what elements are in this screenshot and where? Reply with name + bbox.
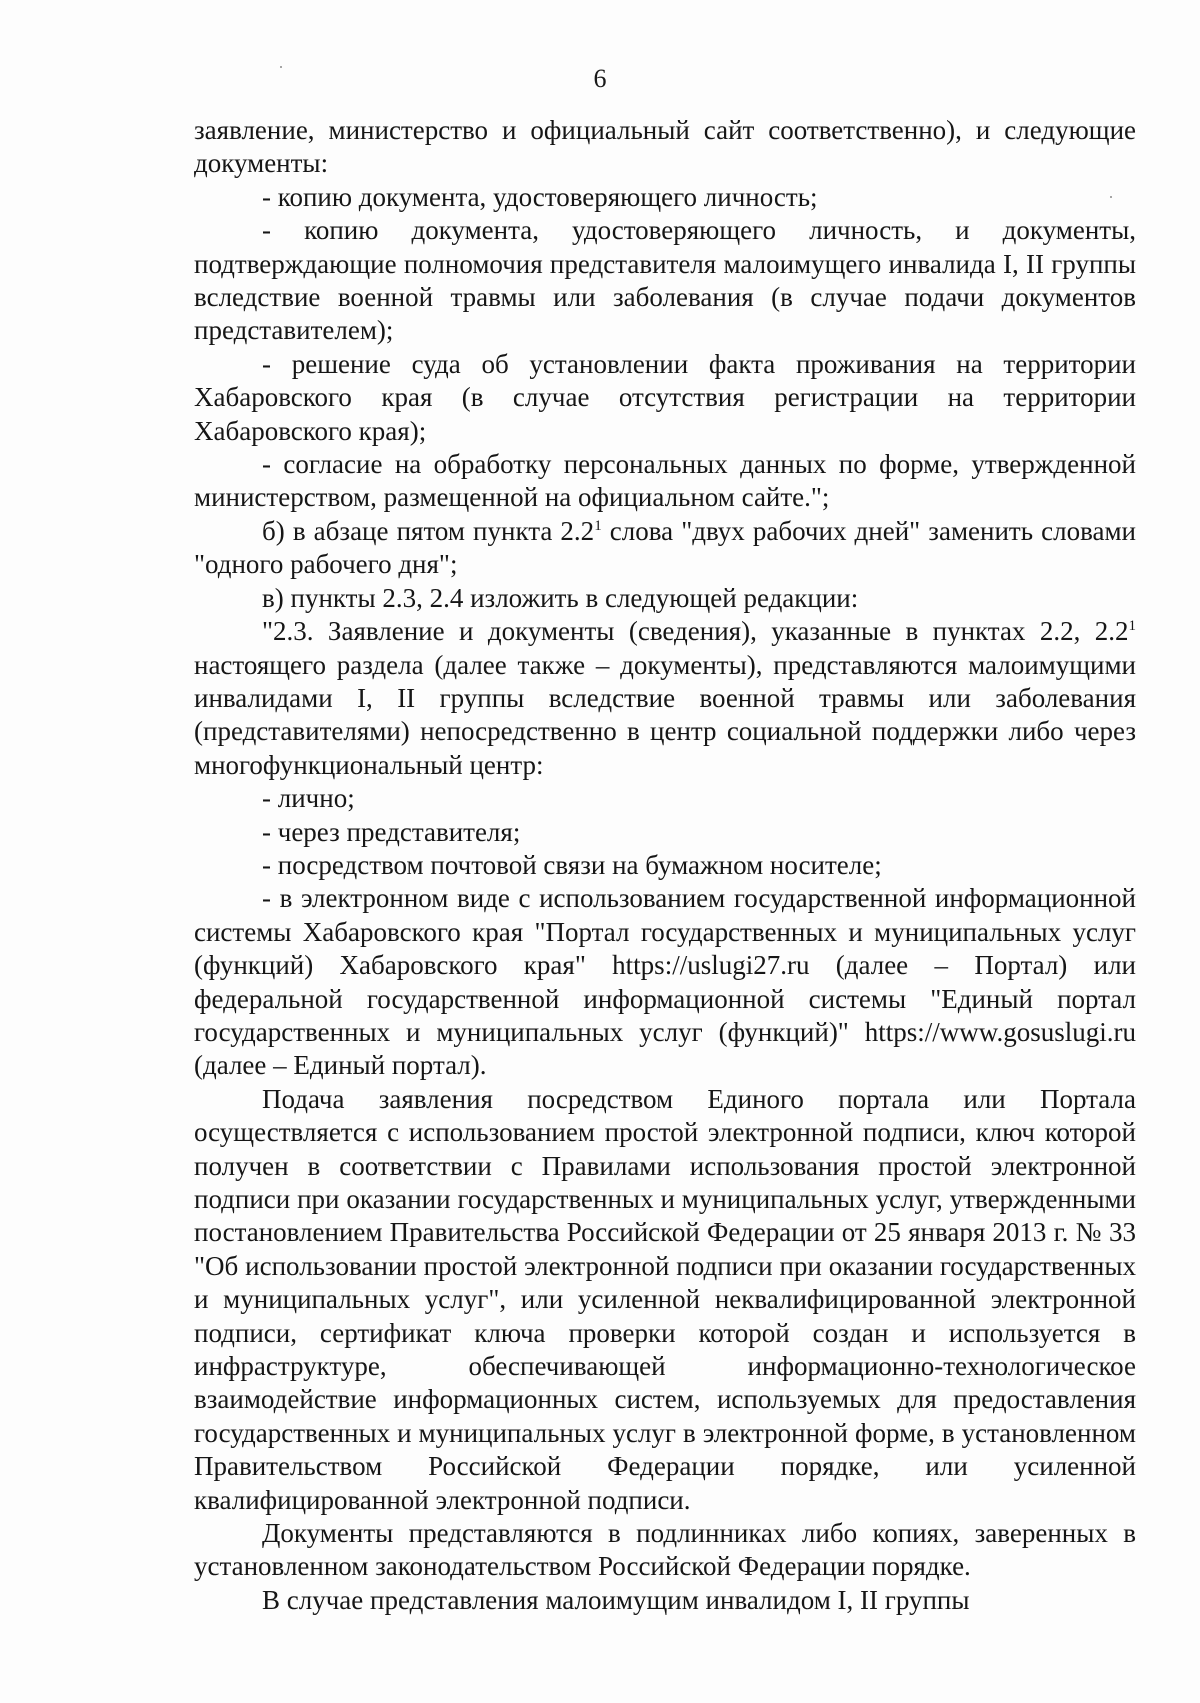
superscript: 1 (1128, 618, 1136, 635)
paragraph: - решение суда об установлении факта проживания на территории Хабаровского края (в случае отсутствия регистрации на территории Хабаровского края); (194, 348, 1136, 446)
paragraph: - лично; (262, 783, 355, 814)
paragraph (194, 615, 1136, 782)
paragraph (194, 515, 1136, 582)
paragraph-text: слова "двух рабочих дней" заменить словами "одного рабочего дня"; (194, 515, 1136, 580)
superscript: 1 (594, 517, 602, 534)
paragraph: В случае представления малоимущим инвалидом I, II группы (262, 1584, 970, 1615)
paragraph-text: "2.3. Заявление и документы (сведения), указанные в пунктах 2.2, 2.2 (262, 616, 1129, 647)
paragraph: заявление, министерство и официальный сайт соответственно), и следующие документы: (194, 115, 1136, 179)
paragraph: - копию документа, удостоверяющего личность, и документы, подтверждающие полномочия представителя малоимущего инвалида I, II группы вследствие военной травмы или заболевания (в случае подачи документов представителем); (194, 215, 1136, 346)
paragraph: Подача заявления посредством Единого портала или Портала осуществляется с использованием простой электронной подписи, ключ которой получен в соответствии с Правилами использования простой электронной подписи при оказании государственных и муниципальных услуг, утвержденными постановлением Правительства Российской Федерации от 25 января 2013 г. № 33 "Об использовании простой электронной подписи при оказании государственных и муниципальных услуг", или усиленной неквалифицированной электронной подписи, сертификат ключа проверки которой создан и используется в инфраструктуре, обеспечивающей информационно-технологическое взаимодействие информационных систем, используемых для предоставления государственных и муниципальных услуг в электронной форме, в установленном Правительством Российской Федерации порядке, или усиленной квалифицированной электронной подписи. (194, 1083, 1136, 1515)
paragraph: - посредством почтовой связи на бумажном носителе; (262, 849, 882, 880)
paragraph: - в электронном виде с использованием государственной информационной системы Хабаровского края "Портал государственных и муниципальных услуг (функций) Хабаровского края" https://uslugi27.ru (далее – Портал) или федеральной государственной информационной системы "Единый портал государственных и муниципальных услуг (функций)" https://www.gosuslugi.ru (далее – Единый портал). (194, 883, 1136, 1081)
paragraph: - копию документа, удостоверяющего личность; (262, 181, 818, 212)
paragraph: в) пункты 2.3, 2.4 изложить в следующей редакции: (262, 582, 859, 613)
document-body (194, 114, 1136, 1617)
paragraph-text: настоящего раздела (далее также – документы), представляются малоимущими инвалидами I, II группы вследствие военной травмы или заболевания (представителями) непосредственно в центр социальной поддержки либо через многофункциональный центр: (194, 649, 1136, 780)
paragraph: - через представителя; (262, 816, 521, 847)
paragraph: - согласие на обработку персональных данных по форме, утвержденной министерством, размещенной на официальном сайте."; (194, 449, 1136, 513)
paragraph-text: б) в абзаце пятом пункта 2.2 (262, 515, 595, 546)
paragraph: Документы представляются в подлинниках либо копиях, заверенных в установленном законодательством Российской Федерации порядке. (194, 1518, 1136, 1582)
page-number: 6 (593, 64, 607, 93)
